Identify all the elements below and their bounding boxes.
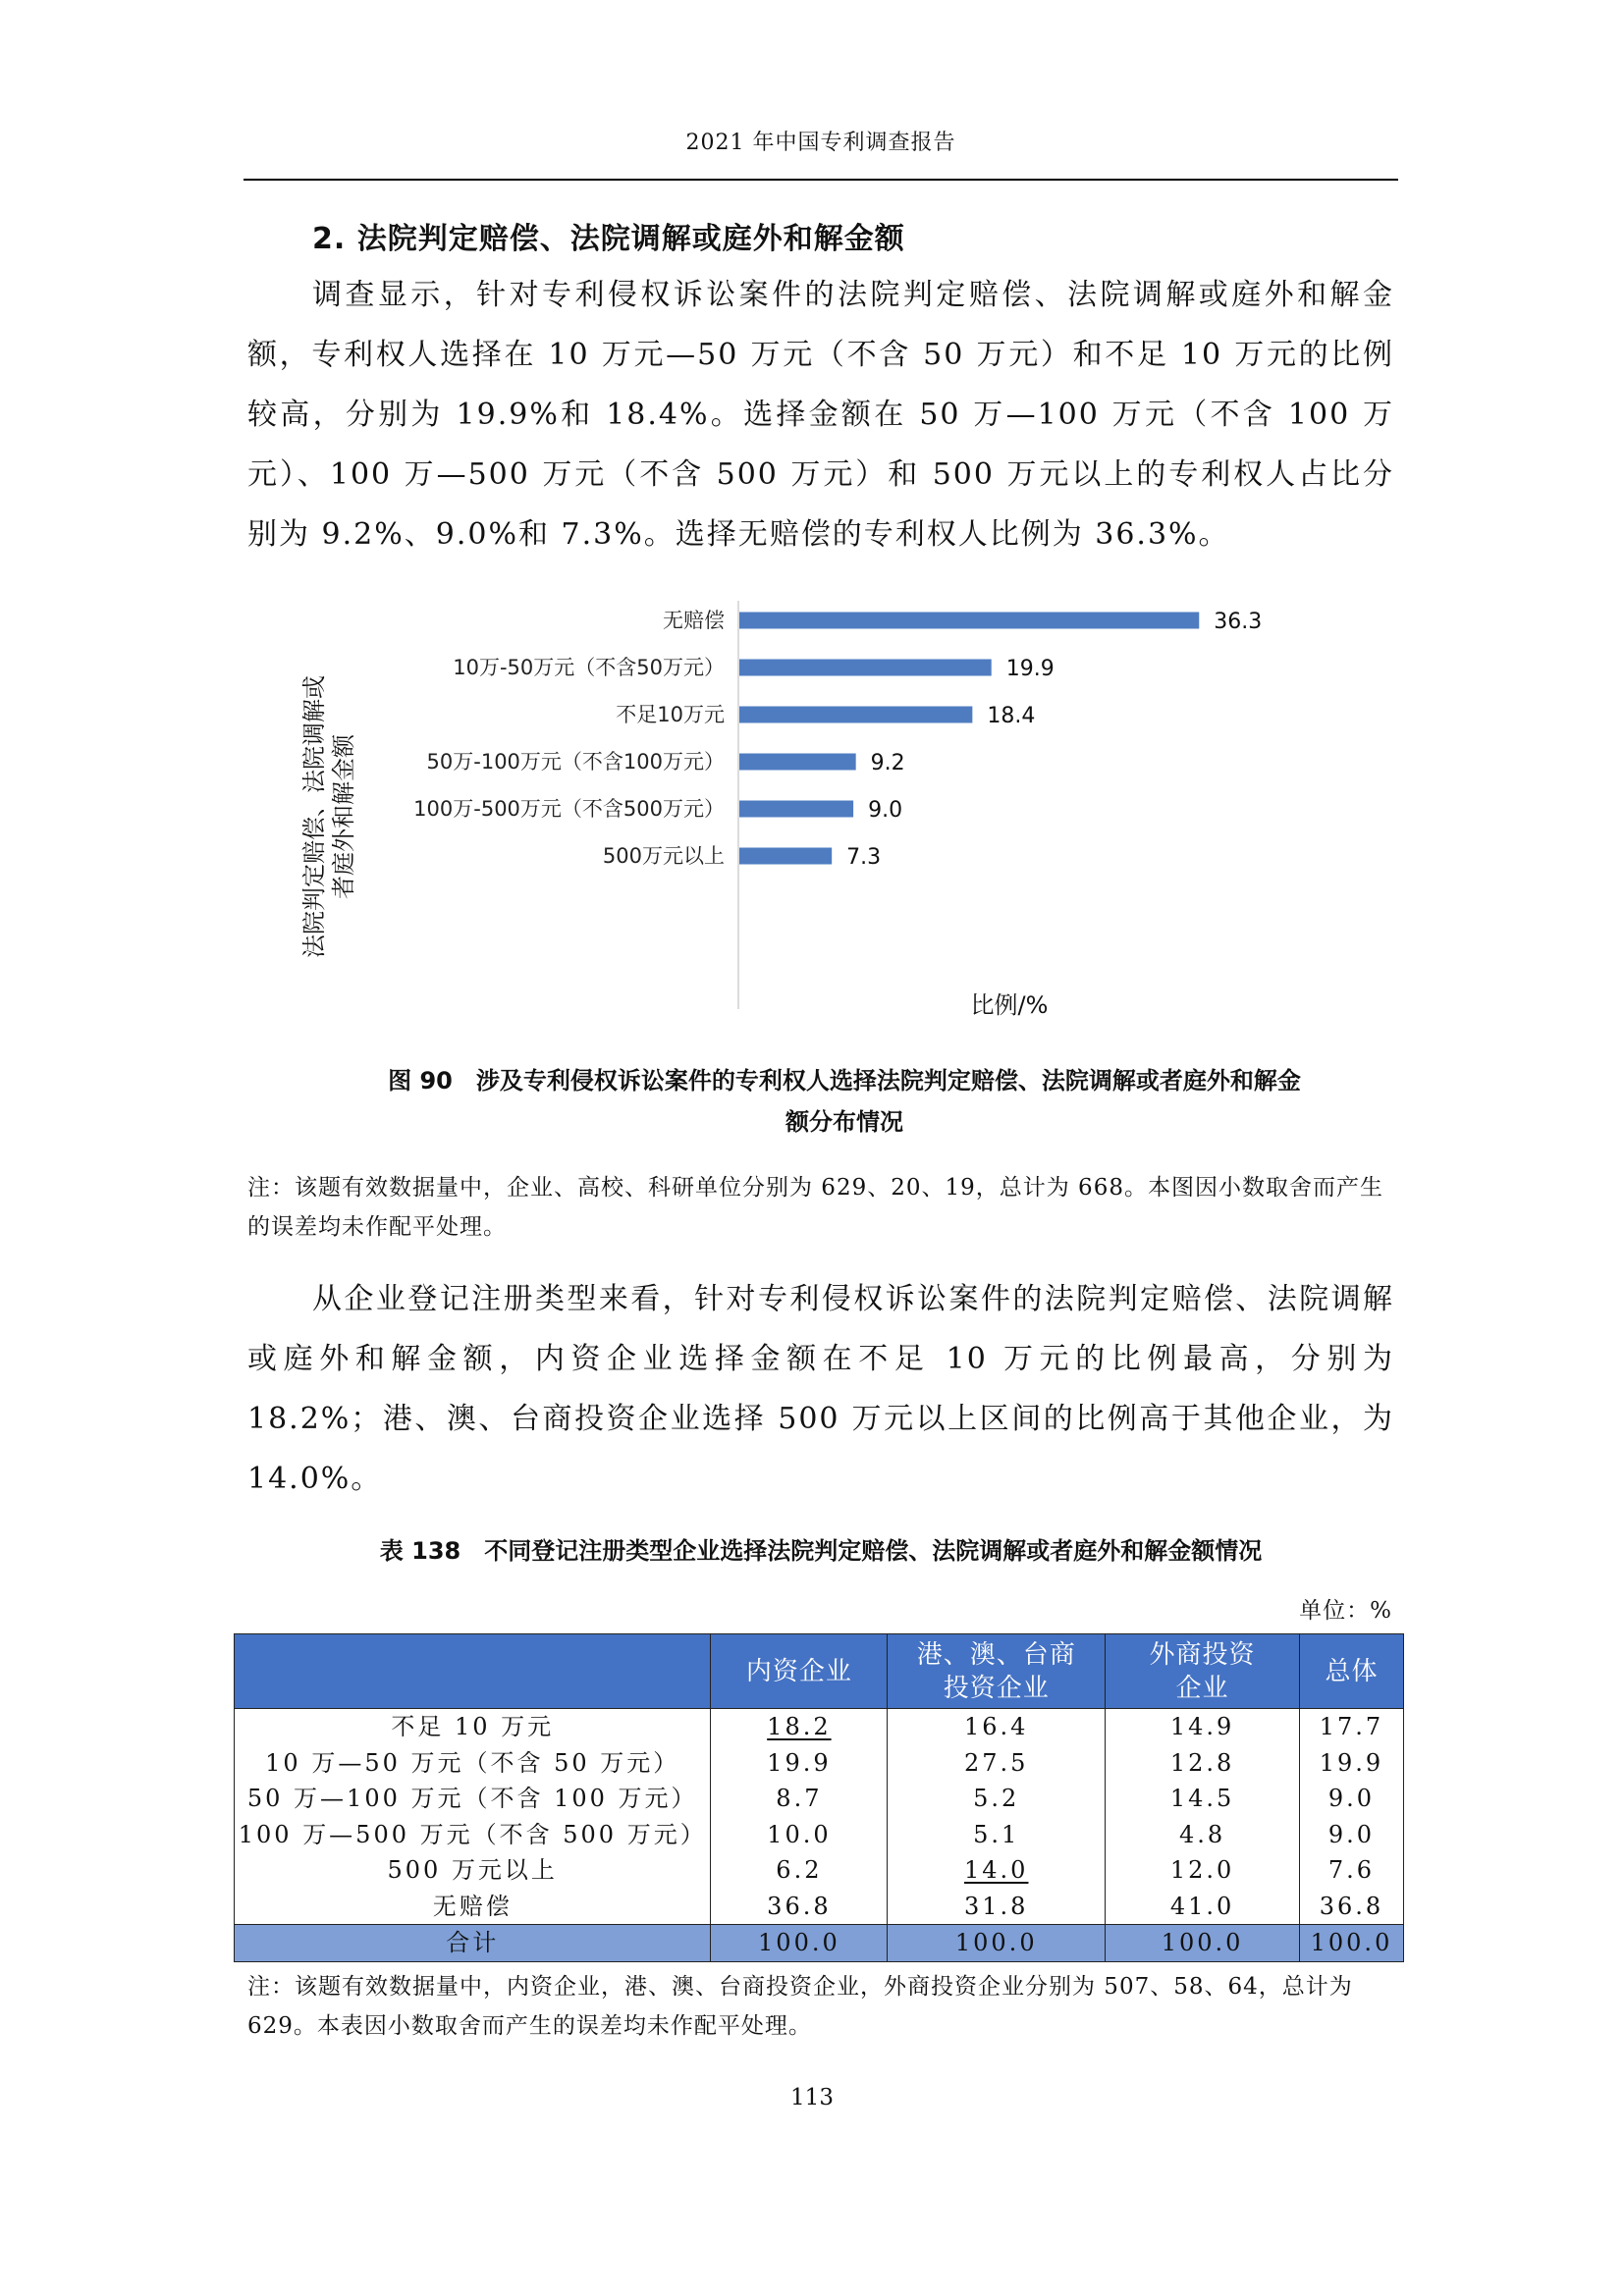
- table-cell: 7.6: [1299, 1852, 1403, 1889]
- table-note: 注：该题有效数据量中，内资企业，港、澳、台商投资企业，外商投资企业分别为 507、58、64，总计为 629。本表因小数取舍而产生的误差均未作配平处理。: [247, 1974, 1353, 2039]
- row-label: 合计: [235, 1925, 711, 1962]
- body-paragraph-2: 从企业登记注册类型来看，针对专利侵权诉讼案件的法院判定赔偿、法院调解或庭外和解金额，内资企业选择金额在不足 10 万元的比例最高，分别为 18.2%；港、澳、台商投资企业选择 500 万元以上区间的比例高于其他企业，为 14.0%。: [247, 1282, 1394, 1496]
- chart-y-axis-title: [300, 675, 357, 958]
- category-label: 500万元以上: [602, 844, 725, 868]
- data-label: 18.4: [987, 704, 1036, 728]
- row-label: 10 万—50 万元（不含 50 万元）: [235, 1745, 711, 1782]
- table-total-row: [235, 1925, 1404, 1962]
- table-cell: 9.0: [1299, 1817, 1403, 1853]
- table-header-row: [235, 1634, 1404, 1709]
- header-cell-overall: [1299, 1634, 1403, 1709]
- x-axis-title: 比例/%: [970, 991, 1049, 1019]
- table-cell: 14.0: [888, 1852, 1106, 1889]
- table-cell: 14.5: [1106, 1781, 1300, 1817]
- table-cell: 12.0: [1106, 1852, 1300, 1889]
- table-row: [235, 1817, 1404, 1853]
- table-cell: 36.8: [711, 1889, 888, 1925]
- header-cell-empty: [235, 1634, 711, 1709]
- header-cell-domestic: [711, 1634, 888, 1709]
- table-row: [235, 1709, 1404, 1745]
- bar: [739, 660, 992, 676]
- row-label: 不足 10 万元: [235, 1709, 711, 1745]
- table-cell: 19.9: [711, 1745, 888, 1782]
- table-cell: 31.8: [888, 1889, 1106, 1925]
- figure-caption-line-2: 额分布情况: [785, 1108, 903, 1136]
- section-title: 2. 法院判定赔偿、法院调解或庭外和解金额: [312, 222, 905, 256]
- table-cell: 100.0: [1106, 1925, 1300, 1962]
- table-row: [235, 1781, 1404, 1817]
- header-text-line-1: 外商投资: [1149, 1639, 1256, 1670]
- category-label: 10万-50万元（不含50万元）: [453, 656, 725, 679]
- category-label: 无赔偿: [663, 609, 725, 632]
- table-row: [235, 1745, 1404, 1782]
- table-cell: 41.0: [1106, 1889, 1300, 1925]
- table-row: [235, 1889, 1404, 1925]
- table-cell: 9.0: [1299, 1781, 1403, 1817]
- data-label: 36.3: [1214, 610, 1263, 634]
- header-text: 内资企业: [745, 1656, 852, 1686]
- table-cell: 8.7: [711, 1781, 888, 1817]
- category-label: 不足10万元: [616, 703, 725, 726]
- data-label: 9.0: [868, 798, 903, 823]
- bars-layer: [413, 609, 1262, 870]
- bar: [739, 801, 853, 818]
- table-cell: 6.2: [711, 1852, 888, 1889]
- table-cell: 100.0: [711, 1925, 888, 1962]
- table-cell: 4.8: [1106, 1817, 1300, 1853]
- table-cell: 36.8: [1299, 1889, 1403, 1925]
- bar: [739, 848, 832, 865]
- body-paragraph-1: 调查显示，针对专利侵权诉讼案件的法院判定赔偿、法院调解或庭外和解金额，专利权人选择在 10 万元—50 万元（不含 50 万元）和不足 10 万元的比例较高，分别为 19.9%和 18.4%。选择金额在 50 万—100 万元（不含 100 万元）、100 万—500 万元（不含 500 万元）和 500 万元以上的专利权人占比分别为 9.2%、9.0%和 7.3%。选择无赔偿的专利权人比例为 36.3%。: [247, 278, 1394, 552]
- table-cell: 14.9: [1106, 1709, 1300, 1745]
- page-number: 113: [790, 2085, 834, 2110]
- table-cell: 18.2: [711, 1709, 888, 1745]
- row-label: 无赔偿: [235, 1889, 711, 1925]
- bar: [739, 707, 972, 723]
- figure-note: 注：该题有效数据量中，企业、高校、科研单位分别为 629、20、19，总计为 668。本图因小数取舍而产生的误差均未作配平处理。: [247, 1175, 1383, 1240]
- table-cell: 12.8: [1106, 1745, 1300, 1782]
- row-label: 50 万—100 万元（不含 100 万元）: [235, 1781, 711, 1817]
- figure-caption-line-1: 图 90 涉及专利侵权诉讼案件的专利权人选择法院判定赔偿、法院调解或者庭外和解金: [388, 1067, 1301, 1095]
- y-axis-title-col1: 法院判定赔偿、法院调解或: [300, 675, 328, 958]
- table-unit: 单位：%: [1299, 1598, 1392, 1624]
- table-cell: 5.1: [888, 1817, 1106, 1853]
- table-cell: 100.0: [888, 1925, 1106, 1962]
- table-cell: 100.0: [1299, 1925, 1403, 1962]
- category-label: 50万-100万元（不含100万元）: [426, 750, 725, 774]
- bar-chart: [285, 589, 1394, 1041]
- table-row: [235, 1852, 1404, 1889]
- category-label: 100万-500万元（不含500万元）: [413, 797, 725, 821]
- row-label: 500 万元以上: [235, 1852, 711, 1889]
- table-cell: 27.5: [888, 1745, 1106, 1782]
- bar: [739, 754, 856, 771]
- data-table: [234, 1633, 1404, 1962]
- table-title: 表 138 不同登记注册类型企业选择法院判定赔偿、法院调解或者庭外和解金额情况: [379, 1537, 1263, 1565]
- header-cell-hmt: [888, 1634, 1106, 1709]
- header-text-line-2: 投资企业: [943, 1673, 1050, 1703]
- bar: [739, 613, 1199, 629]
- row-label: 100 万—500 万元（不含 500 万元）: [235, 1817, 711, 1853]
- table-cell: 10.0: [711, 1817, 888, 1853]
- running-header: 2021 年中国专利调查报告: [685, 131, 956, 155]
- data-label: 9.2: [870, 751, 905, 775]
- header-text-line-2: 企业: [1175, 1673, 1229, 1703]
- y-axis-title-col2: 者庭外和解金额: [330, 734, 357, 899]
- data-label: 7.3: [846, 845, 882, 870]
- header-text-line-1: 港、澳、台商: [916, 1639, 1076, 1670]
- data-label: 19.9: [1005, 657, 1055, 681]
- table-cell: 19.9: [1299, 1745, 1403, 1782]
- figure-caption: [295, 1060, 1394, 1143]
- header-text: 总体: [1325, 1656, 1379, 1686]
- table-cell: 5.2: [888, 1781, 1106, 1817]
- header-rule: [244, 179, 1398, 181]
- table-cell: 17.7: [1299, 1709, 1403, 1745]
- header-cell-foreign: [1106, 1634, 1300, 1709]
- table-cell: 16.4: [888, 1709, 1106, 1745]
